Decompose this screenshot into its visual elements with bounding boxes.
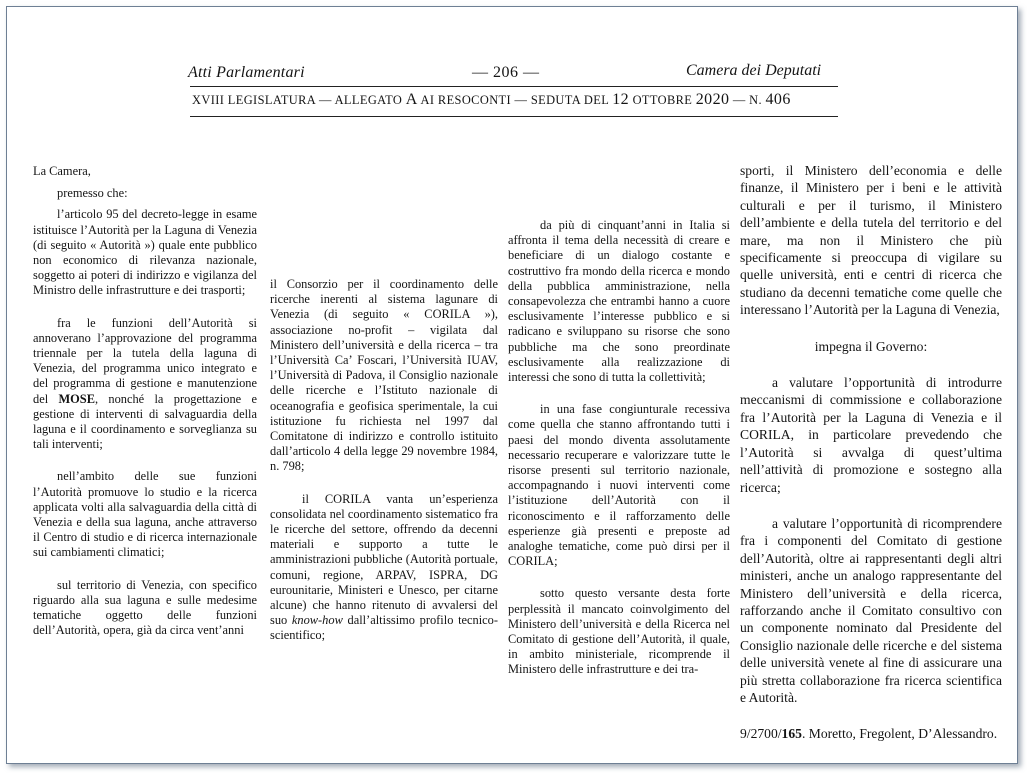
session-month: OTTOBRE [632, 93, 693, 107]
know-how-term: know-how [291, 613, 343, 628]
paragraph: a valutare l’opportunità di introdurre meccanismi di commissione e collaborazione fra l’Autorità per la Laguna di Venezia e il CORILA, in particolare prevedendo che l’Autorità si avvalga di quest’ultima nell’attività di promozione e sostegno alla ricerca; [740, 375, 1002, 495]
paragraph: fra le funzioni dell’Autorità si annoverano l’approvazione del programma triennale per la tutela della laguna di Venezia, del programma unico integrato e del programma di gestione e manutenzione del MOSE, nonché la progettazione e gestione di interventi di salvaguardia della laguna e il coordinamento e sorveglianza su tali interventi; [33, 315, 257, 452]
premesso: premesso che: [57, 186, 128, 201]
mose-term: MOSE [58, 391, 95, 406]
column-4 [740, 162, 1002, 743]
header-left: Atti Parlamentari [188, 64, 305, 81]
legislatura: XVIII LEGISLATURA — ALLEGATO [192, 93, 403, 107]
header-rule-top [190, 86, 838, 87]
paragraph: l’articolo 95 del decreto-legge in esame istituisce l’Autorità per la Laguna di Venezia (di seguito « Autorità ») quale ente pubblico non economico di rilevanza nazionale, soggetto ai poteri di indirizzo e vigilanza del Ministro delle infrastrutture e dei trasporti; [33, 207, 257, 298]
page-number: — 206 — [472, 64, 540, 81]
impegna-heading: impegna il Governo: [814, 338, 928, 354]
signatories: 9/2700/165. Moretto, Fregolent, D’Alessandro. [740, 726, 998, 742]
column-2 [270, 277, 498, 644]
paragraph: il Consorzio per il coordinamento delle ricerche inerenti al sistema lagunare di Venezia (di seguito « CORILA »), associazione no-profit – vigilata dal Ministero dell’università e della ricerca – tra l’Università Ca’ Foscari, l’Università IUAV, l’Università di Padova, il Consiglio nazionale delle ricerche e l’Istituto nazionale di oceanografia e geofisica sperimentale, la cui istituzione fu richiesta nel 1997 dal Comitatone di indirizzo e controllo istituito dall’articolo 4 della legge 29 novembre 1984, n. 798; [270, 277, 498, 474]
resoconti-text: AI RESOCONTI — SEDUTA DEL [420, 93, 609, 107]
number-prefix: — N. [732, 93, 763, 107]
paragraph: sotto questo versante desta forte perplessità il mancato coinvolgimento del Ministero dell’università e della Ricerca nel Comitato di gestione dell’Autorità, il quale, in ambito ministeriale, ricomprende il Ministero delle infrastrutture e dei tra- [508, 586, 730, 677]
session-year: 2020 [695, 91, 730, 108]
paragraph: nell’ambito delle sue funzioni l’Autorità promuove lo studio e la ricerca applicata volti alla salvaguardia della città di Venezia e della sua laguna, anche attraverso il Centro di studio e di ricerca internazionale sui cambiamenti climatici; [33, 469, 257, 560]
column-3 [508, 218, 730, 678]
paragraph: il CORILA vanta un’esperienza consolidata nel coordinamento sistematico fra le ricerche del settore, offrendo da decenni materiali e supporto a tutte le amministrazioni pubbliche (Autorità portuale, comuni, regione, ARPAV, ISPRA, DG eurounitarie, Ministeri e Unesco, per citarne alcune) che hanno ritenuto di avvalersi del suo know-how dall’altissimo profilo tecnico-scientifico; [270, 491, 498, 643]
header-right: Camera dei Deputati [686, 62, 822, 79]
camera-intro: La Camera, [33, 164, 91, 178]
paragraph: in una fase congiunturale recessiva come quella che stanno affrontando tutti i paesi del mondo diventa assolutamente necessario recuperare e valorizzare tutte le risorse presenti sul territorio nazionale, accompagnando i nuovi interventi come l’istituzione dell’Autorità con il riconoscimento e il rafforzamento delle esperienze già presenti e preposte ad analoghe tematiche, come può dirsi per il CORILA; [508, 402, 730, 569]
motion-number: 165 [781, 726, 802, 742]
paragraph: sporti, il Ministero dell’economia e delle finanze, il Ministero per i beni e le attività culturali e per il turismo, il Ministero dell’ambiente e della tutela del territorio e del mare, ma non il Ministero che più specificamente si preoccupa di vigilare su quelle università, enti e centri di ricerca che studiano da decenni tematiche come quelle che interessano l’Autorità per la Laguna di Venezia, [740, 163, 1002, 318]
header-rule-bottom [190, 116, 838, 117]
session-line [192, 92, 832, 108]
column-1 [33, 164, 257, 638]
allegato-letter: A [405, 91, 418, 108]
paragraph: da più di cinquant’anni in Italia si affronta il tema della necessità di creare e beneficiare di un dialogo costante e costruttivo fra mondo della ricerca e mondo della pubblica amministrazione, nella consapevolezza che entrambi hanno a cuore esclusivamente l’interesse pubblico e si radicano e sviluppano su risorse che sono pubbliche ma che sono preordinate esclusivamente alla realizzazione di interessi che sono di tutta la collettività; [508, 218, 730, 385]
session-day: 12 [612, 91, 630, 108]
paragraph: a valutare l’opportunità di ricomprendere fra i componenti del Comitato di gestione dell’Autorità, oltre ai rappresentanti degli altri ministeri, anche un analogo rappresentante del Ministero dell’università e della ricerca, rafforzando anche il Comitato consultivo con un componente nominato dal Presidente del Consiglio nazionale delle ricerche e del sistema delle università venete al fine di assicurare una più stretta collaborazione fra ricerca scientifica e Autorità. [740, 515, 1002, 705]
session-number: 406 [765, 91, 791, 108]
paragraph: sul territorio di Venezia, con specifico riguardo alla sua laguna e sulle medesime tematiche oggetto delle funzioni dell’Autorità, opera, già da circa vent’anni [33, 577, 257, 638]
